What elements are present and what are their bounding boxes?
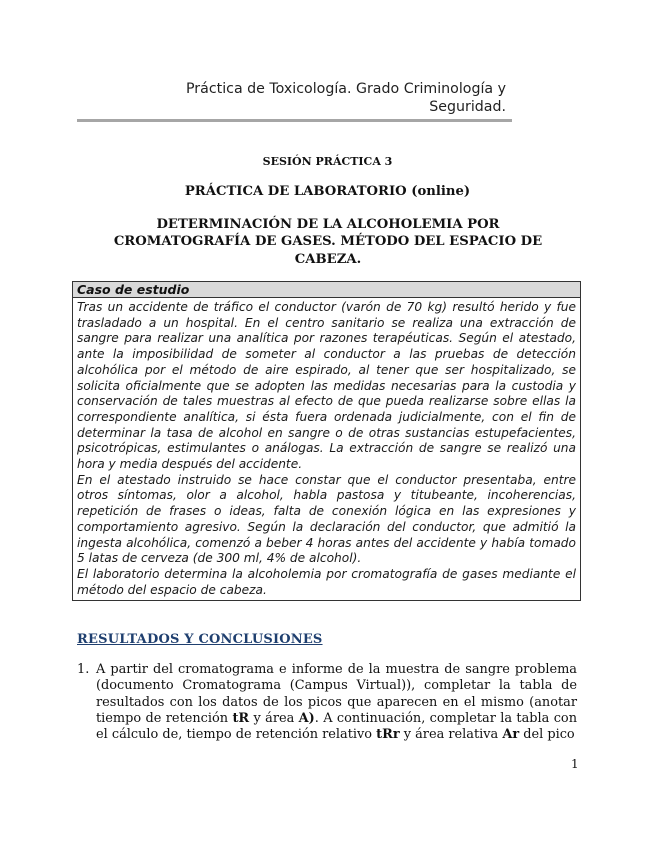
term-a: A) xyxy=(298,710,315,726)
page-number: 1 xyxy=(571,757,579,771)
question-text xyxy=(96,662,577,743)
case-study-body xyxy=(73,298,580,598)
header-line-1: Práctica de Toxicología. Grado Criminología y xyxy=(186,81,506,97)
results-heading: RESULTADOS Y CONCLUSIONES xyxy=(77,632,323,647)
question-text-part: A partir del cromatograma e informe de la muestra de sangre problema (documento Cromatograma (Campus Virtual)), completar la tabla de resultados con los datos de los picos que aparecen en el mismo (anotar tiempo de retención xyxy=(96,662,577,726)
term-trr: tRr xyxy=(376,727,400,743)
lab-title: PRÁCTICA DE LABORATORIO (online) xyxy=(184,184,471,199)
question-text-part: y área relativa xyxy=(399,727,503,743)
question-text-part: del pico xyxy=(519,727,575,743)
case-paragraph: En el atestado instruido se hace constar que el conductor presentaba, entre otros síntomas, olor a alcohol, habla pastosa y titubeante, incoherencias, repetición de frases o ideas, falta de conexión lógica en las expresiones y comportamiento agresivo. Según la declaración del conductor, que admitió la ingesta alcohólica, comenzó a beber 4 horas antes del accidente y había tomado 5 latas de cerveza (de 300 ml, 4% de alcohol). xyxy=(77,472,576,566)
main-title: DETERMINACIÓN DE LA ALCOHOLEMIA POR CROMATOGRAFÍA DE GASES. MÉTODO DEL ESPACIO DE CABEZA. xyxy=(113,217,543,267)
header-line-2: Seguridad. xyxy=(429,99,506,115)
case-study-heading: Caso de estudio xyxy=(73,282,580,298)
question-text-part: . A continuación, completar la tabla con el cálculo de, tiempo de retención relativo xyxy=(96,710,577,743)
case-paragraph: Tras un accidente de tráfico el conductor (varón de 70 kg) resultó herido y fue trasladado a un hospital. En el centro sanitario se realiza una extracción de sangre para realizar una analítica por razones terapéuticas. Según el atestado, ante la imposibilidad de someter al conductor a las pruebas de detección alcohólica por el método de aire espirado, al tener que ser hospitalizado, se solicita oficialmente que se adopten las medidas necesarias para la custodia y conservación de tales muestras al efecto de que pueda realizarse sobre ellas la correspondiente analítica, si ésta fuera ordenada judicialmente, con el fin de determinar la tasa de alcohol en sangre o de otras sustancias estupefacientes, psicotrópicas, estimulantes o análogas. La extracción de sangre se realizó una hora y media después del accidente. xyxy=(77,300,576,472)
case-paragraph: El laboratorio determina la alcoholemia por cromatografía de gases mediante el método del espacio de cabeza. xyxy=(77,566,576,597)
session-label: SESIÓN PRÁCTICA 3 xyxy=(262,155,393,168)
question-number: 1. xyxy=(77,662,90,677)
header-rule xyxy=(77,119,512,122)
term-tr: tR xyxy=(232,710,250,726)
term-ar: Ar xyxy=(502,727,520,743)
question-text-part: y área xyxy=(249,710,299,726)
question-1 xyxy=(77,662,577,743)
case-study-box xyxy=(72,281,581,601)
document-header xyxy=(150,80,506,116)
